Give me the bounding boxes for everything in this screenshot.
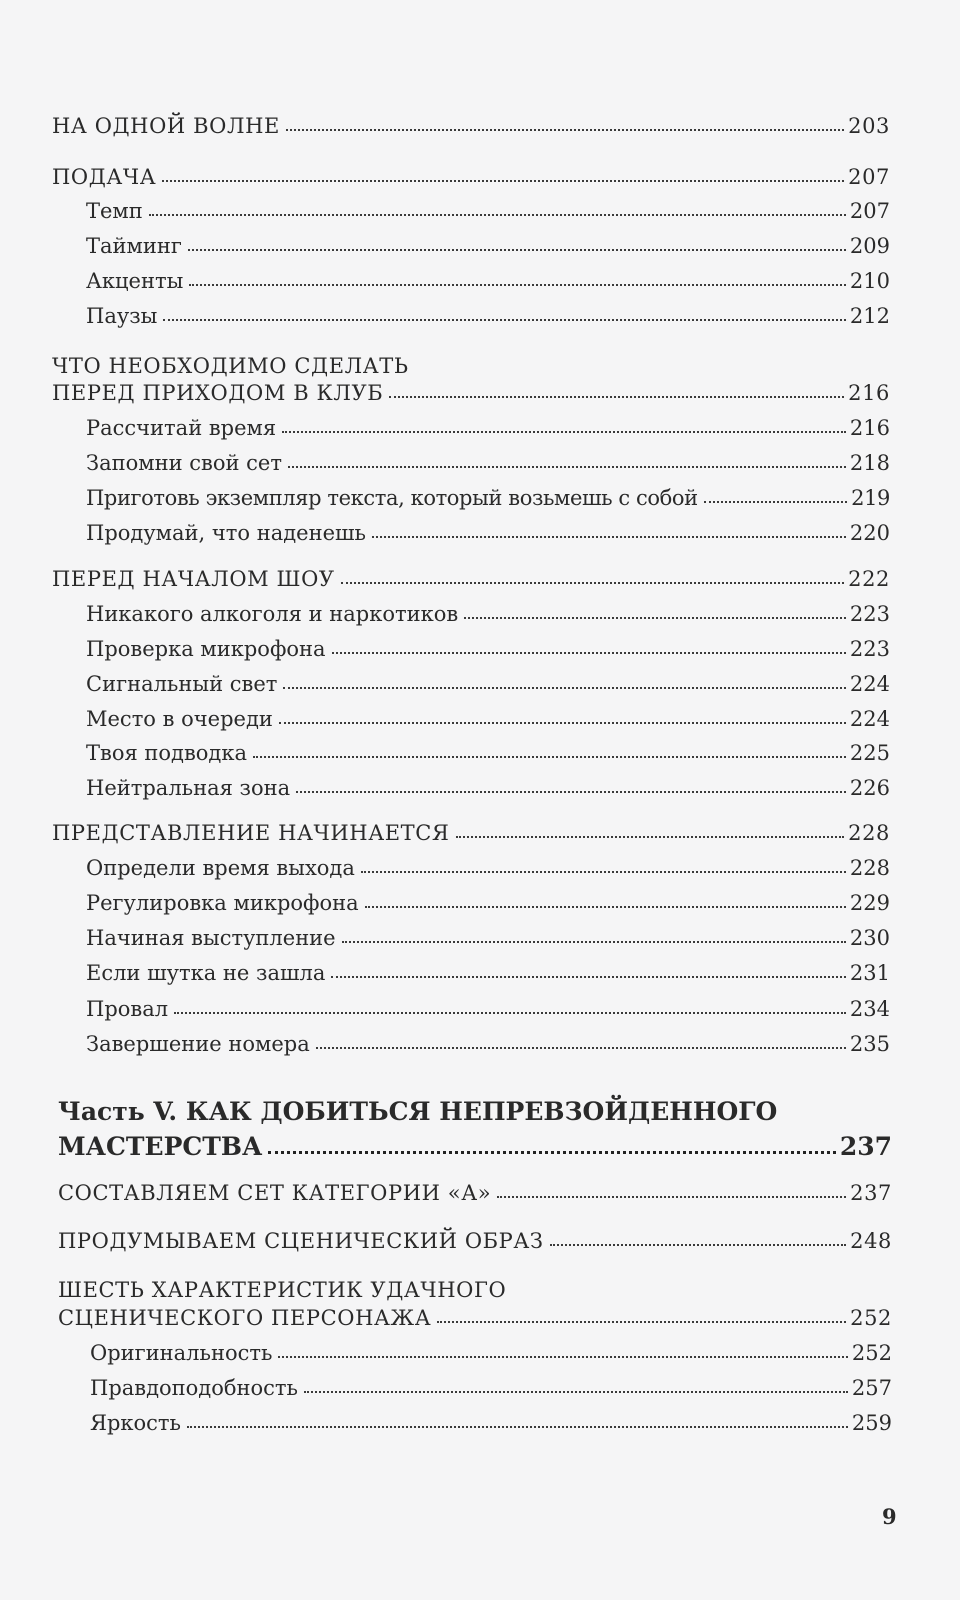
toc-entry-page: 231 (849, 961, 890, 985)
dot-leader (361, 871, 846, 873)
dot-leader (282, 431, 846, 433)
toc-section-entry (52, 165, 890, 189)
toc-subsection-entry (86, 776, 890, 800)
page-number: 9 (882, 1504, 897, 1529)
toc-entry-title: Темп (86, 199, 143, 223)
toc-entry-title: Проверка микрофона (86, 637, 326, 661)
toc-subsection-entry (86, 856, 890, 880)
toc-subsection-entry (90, 1411, 892, 1435)
toc-entry-page: 237 (850, 1181, 892, 1205)
toc-entry-title: Тайминг (86, 234, 182, 258)
toc-section-entry (52, 114, 890, 138)
dot-leader (437, 1321, 846, 1323)
toc-subsection-entry (90, 1341, 892, 1365)
toc-entry-page: 223 (849, 602, 890, 626)
toc-section-title-line: ЧТО НЕОБХОДИМО СДЕЛАТЬ (52, 354, 409, 378)
dot-leader (286, 129, 844, 131)
toc-entry-title: Никакого алкоголя и наркотиков (86, 602, 459, 626)
toc-section-entry (52, 381, 890, 405)
toc-entry-page: 225 (849, 741, 890, 765)
toc-entry-page: 210 (849, 269, 890, 293)
toc-entry-page: 212 (849, 304, 890, 328)
toc-entry-title: Завершение номера (86, 1032, 310, 1056)
toc-entry-title: ПЕРЕД НАЧАЛОМ ШОУ (52, 567, 335, 591)
toc-subsection-entry (86, 486, 890, 510)
dot-leader (464, 617, 846, 619)
dot-leader (288, 466, 846, 468)
dot-leader (372, 536, 846, 538)
toc-section-title-line: ШЕСТЬ ХАРАКТЕРИСТИК УДАЧНОГО (58, 1278, 507, 1302)
dot-leader (550, 1244, 847, 1246)
toc-subsection-entry (86, 997, 890, 1021)
dot-leader (389, 396, 844, 398)
toc-entry-title: Определи время выхода (86, 856, 355, 880)
dot-leader (163, 319, 846, 321)
toc-entry-title: Начиная выступление (86, 926, 336, 950)
dot-leader (174, 1012, 846, 1014)
toc-entry-title: СОСТАВЛЯЕМ СЕТ КАТЕГОРИИ «А» (58, 1181, 492, 1205)
dot-leader (253, 756, 846, 758)
toc-entry-page: 222 (848, 567, 890, 591)
toc-entry-title: Место в очереди (86, 707, 273, 731)
toc-entry-title: ПРЕДСТАВЛЕНИЕ НАЧИНАЕТСЯ (52, 821, 450, 845)
toc-entry-page: 207 (848, 165, 890, 189)
toc-entry-page: 234 (849, 997, 890, 1021)
dot-leader (296, 791, 846, 793)
toc-subsection-entry (86, 269, 890, 293)
toc-entry-page: 259 (851, 1411, 892, 1435)
dot-leader (149, 214, 846, 216)
toc-entry-title: Продумай, что наденешь (86, 521, 366, 545)
toc-entry-page: 228 (848, 821, 890, 845)
toc-subsection-entry (86, 521, 890, 545)
toc-subsection-entry (86, 961, 890, 985)
dot-leader (342, 941, 846, 943)
toc-entry-page: 224 (849, 707, 890, 731)
toc-entry-page: 237 (839, 1132, 892, 1161)
dot-leader (278, 1356, 848, 1358)
toc-part-title-line: Часть V. КАК ДОБИТЬСЯ НЕПРЕВЗОЙДЕННОГО (58, 1097, 778, 1126)
toc-subsection-entry (86, 234, 890, 258)
toc-subsection-entry (86, 926, 890, 950)
dot-leader (283, 687, 846, 689)
toc-subsection-entry (90, 1376, 892, 1400)
toc-entry-page: 220 (849, 521, 890, 545)
toc-entry-title: Оригинальность (90, 1341, 273, 1365)
toc-entry-title: Если шутка не зашла (86, 961, 326, 985)
toc-entry-page: 229 (849, 891, 890, 915)
toc-entry-page: 218 (849, 451, 890, 475)
toc-subsection-entry (86, 199, 890, 223)
dot-leader (279, 722, 846, 724)
toc-entry-title: Правдоподобность (90, 1376, 298, 1400)
toc-entry-page: 216 (848, 381, 890, 405)
toc-entry-page: 219 (851, 486, 890, 510)
dot-leader (188, 249, 846, 251)
toc-entry-title: Приготовь экземпляр текста, который возьмешь с собой (86, 486, 698, 510)
toc-entry-title: Акценты (86, 269, 184, 293)
toc-entry-title: Твоя подводка (86, 741, 248, 765)
toc-entry-title: МАСТЕРСТВА (58, 1132, 263, 1161)
toc-entry-page: 252 (851, 1341, 892, 1365)
toc-entry-page: 248 (850, 1229, 892, 1253)
toc-entry-page: 223 (849, 637, 890, 661)
toc-entry-page: 226 (849, 776, 890, 800)
dot-leader (497, 1196, 846, 1198)
toc-entry-page: 230 (849, 926, 890, 950)
toc-subsection-entry (86, 451, 890, 475)
toc-entry-page: 228 (849, 856, 890, 880)
dot-leader (189, 284, 846, 286)
toc-entry-page: 207 (849, 199, 890, 223)
toc-entry-title: СЦЕНИЧЕСКОГО ПЕРСОНАЖА (58, 1306, 432, 1330)
dot-leader (268, 1151, 835, 1154)
toc-subsection-entry (86, 637, 890, 661)
toc-entry-title: Провал (86, 997, 169, 1021)
toc-entry-page: 203 (848, 114, 890, 138)
dot-leader (456, 836, 845, 838)
toc-entry-title: Паузы (86, 304, 158, 328)
toc-section-entry (58, 1229, 892, 1253)
toc-entry-page: 224 (849, 672, 890, 696)
toc-subsection-entry (86, 304, 890, 328)
toc-entry-title: Яркость (90, 1411, 181, 1435)
dot-leader (187, 1426, 848, 1428)
toc-entry-title: ПОДАЧА (52, 165, 157, 189)
toc-subsection-entry (86, 891, 890, 915)
dot-leader (304, 1391, 848, 1393)
toc-entry-title: ПЕРЕД ПРИХОДОМ В КЛУБ (52, 381, 384, 405)
dot-leader (341, 582, 844, 584)
toc-subsection-entry (86, 672, 890, 696)
toc-subsection-entry (86, 1032, 890, 1056)
toc-entry-title: Запомни свой сет (86, 451, 282, 475)
dot-leader (332, 652, 846, 654)
toc-part-entry (58, 1132, 892, 1161)
toc-entry-page: 216 (849, 416, 890, 440)
dot-leader (365, 906, 846, 908)
toc-section-entry (58, 1181, 892, 1205)
dot-leader (331, 976, 846, 978)
toc-entry-title: Сигнальный свет (86, 672, 278, 696)
toc-entry-title: Нейтральная зона (86, 776, 291, 800)
toc-entry-title: НА ОДНОЙ ВОЛНЕ (52, 114, 280, 138)
toc-subsection-entry (86, 707, 890, 731)
toc-entry-page: 209 (849, 234, 890, 258)
toc-section-entry (52, 821, 890, 845)
toc-subsection-entry (86, 602, 890, 626)
dot-leader (316, 1047, 846, 1049)
toc-section-entry (58, 1306, 892, 1330)
toc-entry-title: Рассчитай время (86, 416, 277, 440)
toc-entry-page: 257 (851, 1376, 892, 1400)
toc-entry-page: 252 (850, 1306, 892, 1330)
toc-subsection-entry (86, 741, 890, 765)
toc-entry-title: ПРОДУМЫВАЕМ СЦЕНИЧЕСКИЙ ОБРАЗ (58, 1229, 544, 1253)
dot-leader (162, 180, 844, 182)
toc-subsection-entry (86, 416, 890, 440)
toc-entry-title: Регулировка микрофона (86, 891, 359, 915)
toc-section-entry (52, 567, 890, 591)
toc-entry-page: 235 (849, 1032, 890, 1056)
dot-leader (704, 501, 847, 503)
